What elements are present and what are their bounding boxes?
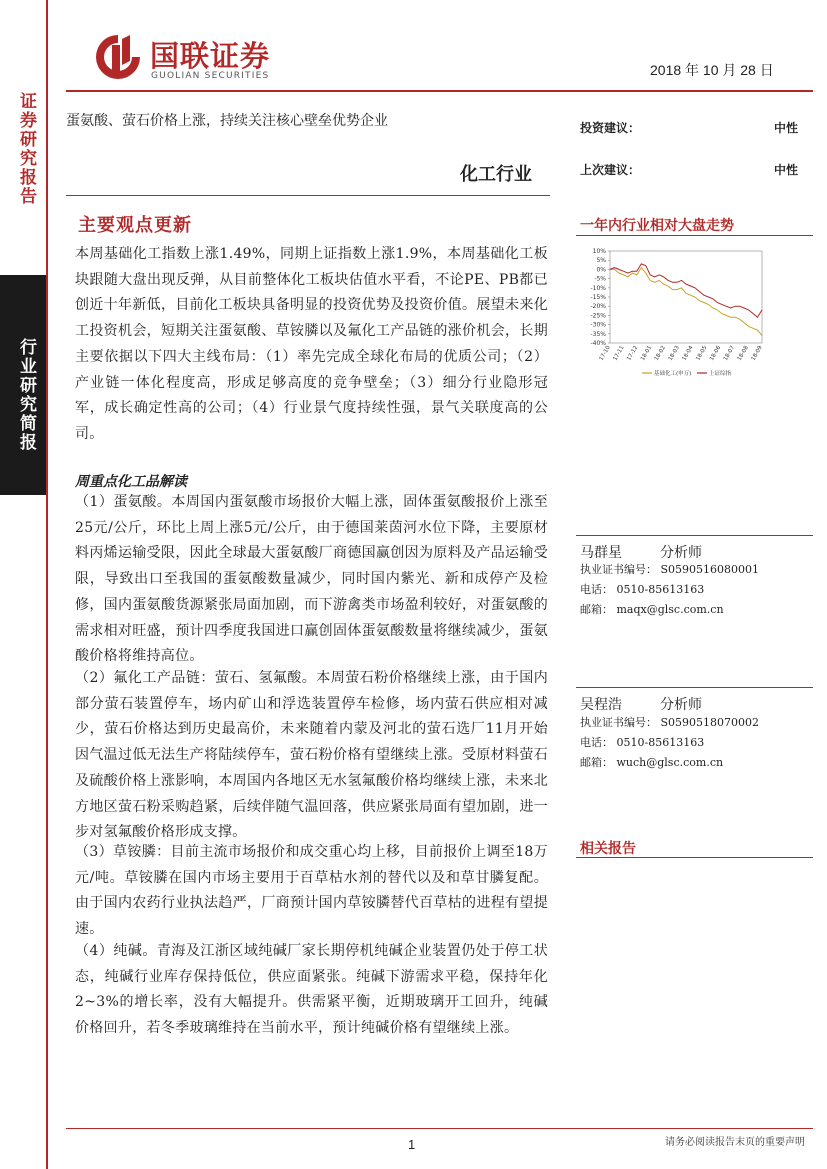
related-rule <box>576 857 813 858</box>
page-number: 1 <box>408 1137 416 1152</box>
chart-x-tick-label: 18-06 <box>709 345 723 362</box>
chart-x-tick-label: 18-05 <box>695 345 709 362</box>
rec-previous-value: 中性 <box>774 163 799 177</box>
paragraph-glufosinate: （3）草铵膦：目前主流市场报价和成交重心均上移，目前报价上调至18万元/吨。草铵膦在国内市场主要用于百草枯水剂的替代以及和草甘膦复配。由于国内农药行业执法趋严，厂商预计国内草铵膦替代百草枯的进程有望提速。 <box>75 844 548 938</box>
chart-y-tick-label: 10% <box>592 248 606 255</box>
chart-y-tick-label: -40% <box>590 340 606 347</box>
rec-previous-label: 上次建议： <box>580 163 641 177</box>
analyst-name: 马群星 <box>580 545 622 561</box>
guolian-logo-icon <box>92 31 144 83</box>
chart-x-tick-label: 18-03 <box>667 345 681 362</box>
rec-current-label: 投资建议： <box>580 121 641 135</box>
intro-paragraph: 本周基础化工指数上涨1.49%，同期上证指数上涨1.9%，本周基础化工板块跟随大盘出现反弹，从目前整体化工板块估值水平看，不论PE、PB都已创近十年新低，目前化工板块具备明显的投资优势及投资价值。展望未来化工投资机会，短期关注蛋氨酸、草铵膦以及氟化工产品链的涨价机会，长期主要依据以下四大主线布局：（1）率先完成全球化布局的优质公司；（2）产业链一体化程度高，形成足够高度的竞争壁垒；（3）细分行业隐形冠军，成长确定性高的公司；（4）行业景气度持续性强，景气关联度高的公司。 <box>75 246 548 442</box>
chart-x-tick-label: 18-01 <box>639 345 654 362</box>
chart-title-rule <box>576 235 813 236</box>
analyst-email: 邮箱： maqx@glsc.com.cn <box>580 603 724 616</box>
analyst-phone: 电话： 0510-85613163 <box>580 736 705 749</box>
analyst-cert: 执业证书编号： S0590516080001 <box>580 563 760 576</box>
chart-title: 一年内行业相对大盘走势 <box>580 218 734 234</box>
analyst-rule-1 <box>576 535 813 536</box>
relative-performance-chart <box>580 243 775 383</box>
chart-legend-label: 上证综指 <box>709 371 732 377</box>
sidebar-report-category: 行业研究简报 <box>16 338 36 452</box>
paragraph-methionine: （1）蛋氨酸。本周国内蛋氨酸市场报价大幅上涨，固体蛋氨酸报价上涨至25元/公斤，环比上周上涨5元/公斤，由于德国莱茵河水位下降，主要原材料丙烯运输受限，因此全球最大蛋氨酸厂商德国赢创因为原料及产品运输受限，导致出口至我国的蛋氨酸数量减少，同时国内紫光、新和成停产及检修，国内蛋氨酸货源紧张局面加剧，而下游禽类市场盈利较好，对蛋氨酸的需求相对旺盛，预计四季度我国进口赢创固体蛋氨酸数量将继续减少，蛋氨酸价格将维持高位。 <box>75 494 548 665</box>
chart-legend-label: 基础化工(申万) <box>654 371 692 377</box>
chart-x-tick-label: 18-09 <box>750 345 764 362</box>
title-rule <box>66 195 550 196</box>
chart-y-tick-label: 5% <box>596 257 606 265</box>
footer-rule <box>66 1128 813 1129</box>
report-date: 2018 年 10 月 28 日 <box>650 62 774 78</box>
paragraph-soda-ash: （4）纯碱。青海及江浙区域纯碱厂家长期停机纯碱企业装置仍处于停工状态，纯碱行业库存保持低位，供应面紧张。纯碱下游需求平稳，保持年化2~3%的增长率，没有大幅提升。供需紧平衡，近期玻璃开工回升，纯碱价格回升，若冬季玻璃维持在当前水平，预计纯碱价格有望继续上涨。 <box>75 943 548 1037</box>
analyst-email: 邮箱： wuch@glsc.com.cn <box>580 756 724 769</box>
sidebar-report-type: 证券研究报告 <box>16 92 36 206</box>
chart-y-tick-label: 0% <box>596 266 606 274</box>
chart-y-tick-label: -15% <box>590 294 606 301</box>
sidebar-divider <box>46 0 48 1169</box>
chart-y-tick-label: -20% <box>590 303 606 311</box>
analyst-role: 分析师 <box>660 697 702 713</box>
header-rule <box>66 90 813 92</box>
brand-name-cn: 国联证券 <box>150 39 271 73</box>
related-reports-title: 相关报告 <box>580 841 636 857</box>
chart-series-line <box>610 268 762 336</box>
sidebar <box>0 0 47 1169</box>
rec-current-value: 中性 <box>774 121 799 135</box>
chart-x-tick-label: 18-07 <box>722 345 737 362</box>
chart-y-tick-label: -25% <box>590 312 606 320</box>
chart-x-tick-label: 18-02 <box>653 345 668 362</box>
chart-series-line <box>610 264 762 317</box>
chart-y-tick-label: -10% <box>590 284 606 292</box>
chart-x-tick-label: 17-11 <box>612 345 626 362</box>
analyst-name: 吴程浩 <box>580 697 622 713</box>
analyst-phone: 电话： 0510-85613163 <box>580 583 705 596</box>
paragraph-fluorine: （2）氟化工产品链：萤石、氢氟酸。本周萤石粉价格继续上涨，由于国内部分萤石装置停车，场内矿山和浮选装置停车检修，场内萤石供应相对减少，萤石价格达到历史最高价，未来随着内蒙及河北的萤石选厂11月开始因气温过低无法生产将陆续停车，萤石粉价格有望继续上涨。受原材料萤石及硫酸价格上涨影响，本周国内各地区无水氢氟酸价格均继续上涨，未来北方地区萤石粉采购趋紧，后续伴随气温回落，供应紧张局面有望加剧，进一步对氢氟酸价格形成支撑。 <box>75 670 548 841</box>
subsection-heading: 周重点化工品解读 <box>75 474 187 490</box>
section-heading: 主要观点更新 <box>78 215 192 236</box>
chart-y-tick-label: -35% <box>590 330 606 338</box>
report-subtitle: 蛋氨酸、萤石价格上涨，持续关注核心壁垒优势企业 <box>66 113 388 129</box>
chart-plot-frame <box>610 251 762 343</box>
chart-x-tick-label: 18-08 <box>736 345 750 362</box>
analyst-cert: 执业证书编号： S0590518070002 <box>580 716 760 729</box>
analyst-role: 分析师 <box>660 545 702 561</box>
chart-x-tick-label: 18-04 <box>681 345 695 362</box>
chart-x-tick-label: 17-10 <box>598 345 612 362</box>
analyst-rule-2 <box>576 687 813 688</box>
footer-disclaimer: 请务必阅读报告末页的重要声明 <box>665 1137 805 1148</box>
chart-x-tick-label: 17-12 <box>626 345 640 362</box>
brand-name-en: GUOLIAN SECURITIES <box>151 71 270 81</box>
chart-y-tick-label: -30% <box>590 321 606 329</box>
sidebar-bottom <box>0 495 47 1169</box>
chart-y-tick-label: -5% <box>594 275 606 283</box>
industry-title: 化工行业 <box>460 164 532 185</box>
